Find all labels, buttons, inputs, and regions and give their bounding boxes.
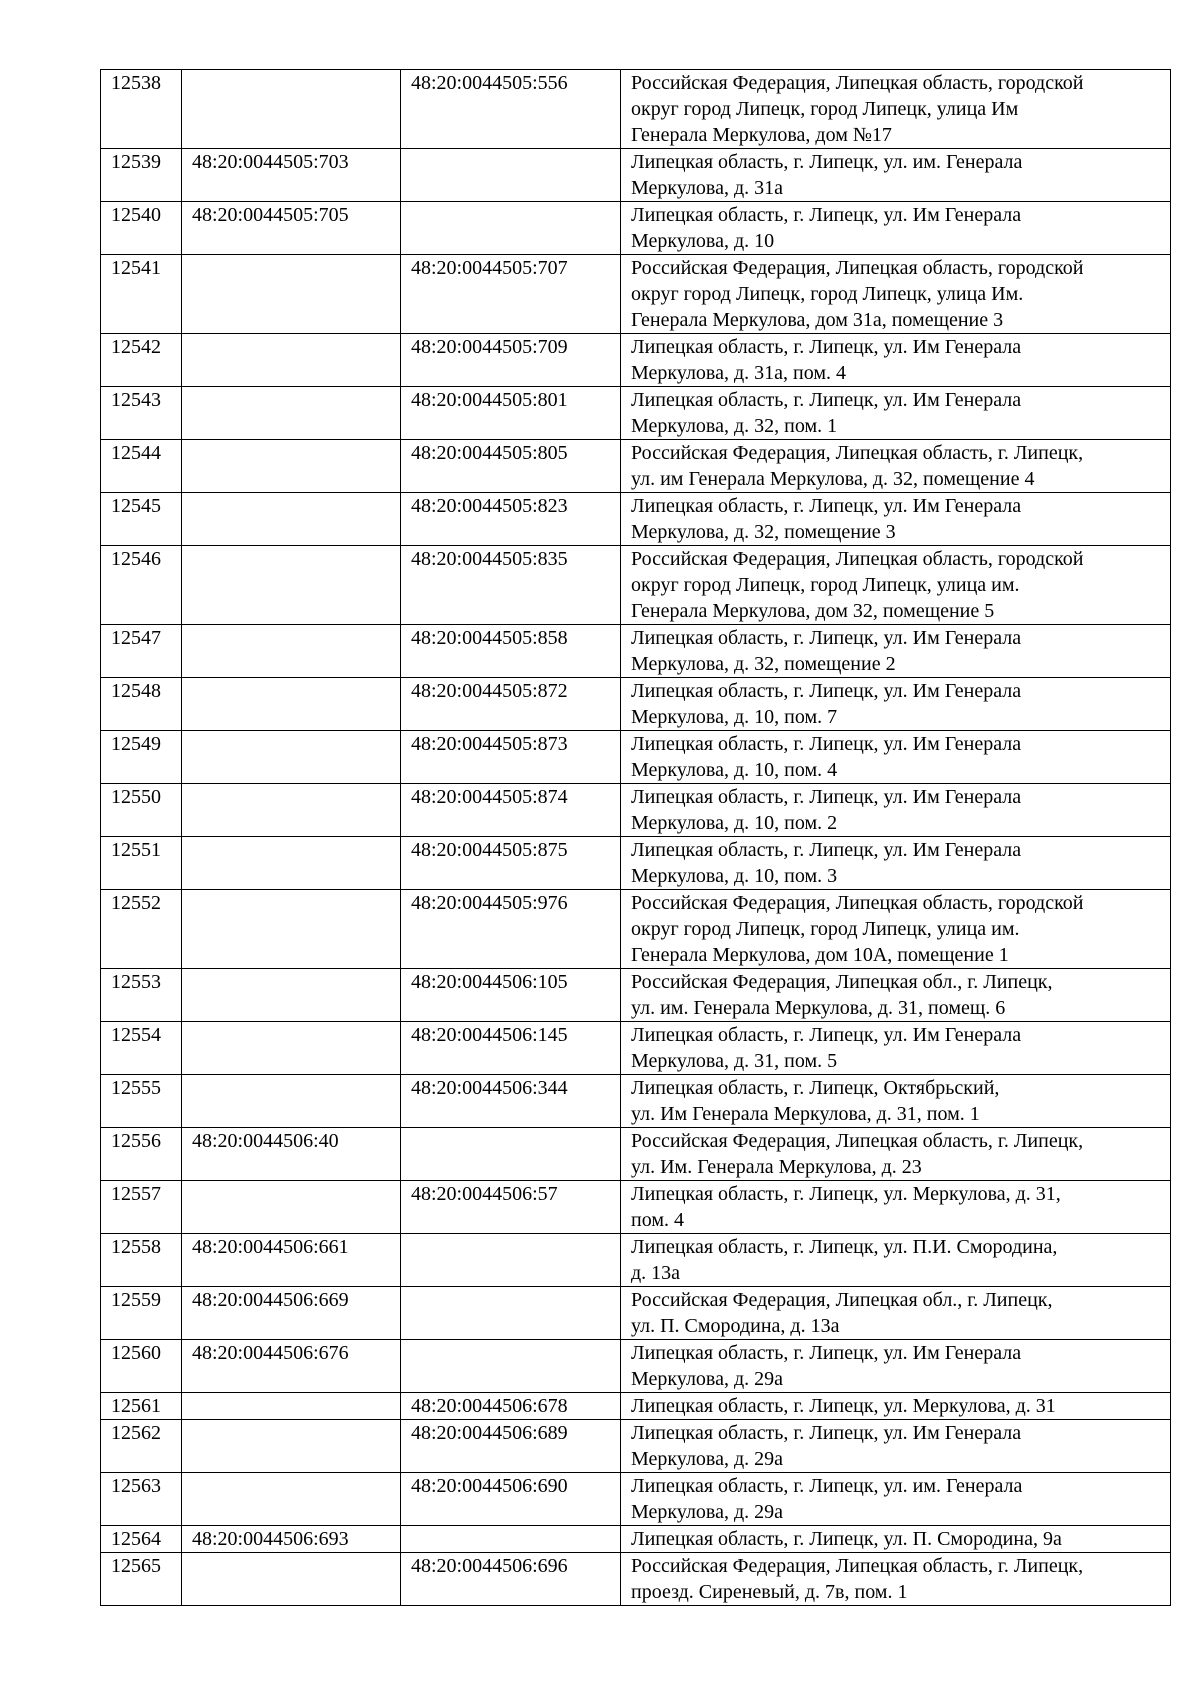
row-number-cell: 12556 [101,1128,182,1181]
row-number-cell: 12546 [101,546,182,625]
row-number-cell: 12548 [101,678,182,731]
address-cell: Российская Федерация, Липецкая область, городской округ город Липецк, город Липецк, улица Им Генерала Меркулова, дом №17 [621,70,1171,149]
object-cadastral-number-cell: 48:20:0044506:57 [401,1181,621,1234]
registry-table [100,69,1171,1606]
table-row [101,493,1171,546]
table-row [101,625,1171,678]
address-cell: Липецкая область, г. Липецк, ул. Им Генерала Меркулова, д. 10 [621,202,1171,255]
object-cadastral-number-cell: 48:20:0044506:105 [401,969,621,1022]
cadastral-number-cell: 48:20:0044506:40 [182,1128,401,1181]
table-row [101,440,1171,493]
row-number-cell: 12551 [101,837,182,890]
row-number-cell: 12538 [101,70,182,149]
object-cadastral-number-cell [401,1287,621,1340]
row-number-cell: 12539 [101,149,182,202]
document-page [100,69,1170,1606]
row-number-cell: 12558 [101,1234,182,1287]
address-cell: Липецкая область, г. Липецк, ул. Им Генерала Меркулова, д. 32, помещение 2 [621,625,1171,678]
table-row [101,149,1171,202]
object-cadastral-number-cell [401,1526,621,1553]
object-cadastral-number-cell: 48:20:0044505:823 [401,493,621,546]
table-row [101,1473,1171,1526]
address-cell: Липецкая область, г. Липецк, ул. Им Генерала Меркулова, д. 10, пом. 2 [621,784,1171,837]
table-row [101,1420,1171,1473]
address-cell: Липецкая область, г. Липецк, ул. Им Генерала Меркулова, д. 10, пом. 3 [621,837,1171,890]
cadastral-number-cell [182,1181,401,1234]
cadastral-number-cell [182,837,401,890]
table-row [101,969,1171,1022]
object-cadastral-number-cell: 48:20:0044506:678 [401,1393,621,1420]
address-cell: Российская Федерация, Липецкая область, городской округ город Липецк, город Липецк, улица им. Генерала Меркулова, дом 10А, помещение 1 [621,890,1171,969]
table-row [101,837,1171,890]
cadastral-number-cell [182,440,401,493]
object-cadastral-number-cell: 48:20:0044505:709 [401,334,621,387]
object-cadastral-number-cell: 48:20:0044506:696 [401,1553,621,1606]
address-cell: Российская Федерация, Липецкая область, г. Липецк, ул. Им. Генерала Меркулова, д. 23 [621,1128,1171,1181]
table-row [101,731,1171,784]
cadastral-number-cell [182,1075,401,1128]
cadastral-number-cell [182,334,401,387]
row-number-cell: 12562 [101,1420,182,1473]
object-cadastral-number-cell: 48:20:0044506:145 [401,1022,621,1075]
address-cell: Российская Федерация, Липецкая обл., г. Липецк, ул. им. Генерала Меркулова, д. 31, помещ. 6 [621,969,1171,1022]
row-number-cell: 12552 [101,890,182,969]
table-row [101,1181,1171,1234]
row-number-cell: 12557 [101,1181,182,1234]
address-cell: Российская Федерация, Липецкая обл., г. Липецк, ул. П. Смородина, д. 13а [621,1287,1171,1340]
address-cell: Липецкая область, г. Липецк, ул. Им Генерала Меркулова, д. 29а [621,1340,1171,1393]
address-cell: Липецкая область, г. Липецк, ул. П.И. Смородина, д. 13а [621,1234,1171,1287]
table-row [101,334,1171,387]
object-cadastral-number-cell: 48:20:0044505:872 [401,678,621,731]
address-cell: Липецкая область, г. Липецк, ул. Им Генерала Меркулова, д. 31а, пом. 4 [621,334,1171,387]
cadastral-number-cell [182,255,401,334]
object-cadastral-number-cell: 48:20:0044506:690 [401,1473,621,1526]
table-row [101,1022,1171,1075]
address-cell: Липецкая область, г. Липецк, ул. Им Генерала Меркулова, д. 32, помещение 3 [621,493,1171,546]
table-row [101,1526,1171,1553]
address-cell: Липецкая область, г. Липецк, ул. Меркулова, д. 31 [621,1393,1171,1420]
table-row [101,1340,1171,1393]
row-number-cell: 12553 [101,969,182,1022]
table-row [101,1234,1171,1287]
table-row [101,890,1171,969]
address-cell: Липецкая область, г. Липецк, ул. П. Смородина, 9а [621,1526,1171,1553]
address-cell: Российская Федерация, Липецкая область, г. Липецк, проезд. Сиреневый, д. 7в, пом. 1 [621,1553,1171,1606]
object-cadastral-number-cell: 48:20:0044505:873 [401,731,621,784]
address-cell: Липецкая область, г. Липецк, ул. Им Генерала Меркулова, д. 31, пом. 5 [621,1022,1171,1075]
row-number-cell: 12550 [101,784,182,837]
table-row [101,1393,1171,1420]
row-number-cell: 12560 [101,1340,182,1393]
object-cadastral-number-cell [401,1340,621,1393]
cadastral-number-cell [182,678,401,731]
object-cadastral-number-cell: 48:20:0044505:874 [401,784,621,837]
cadastral-number-cell [182,387,401,440]
cadastral-number-cell: 48:20:0044505:705 [182,202,401,255]
row-number-cell: 12540 [101,202,182,255]
address-cell: Липецкая область, г. Липецк, ул. им. Генерала Меркулова, д. 31а [621,149,1171,202]
row-number-cell: 12564 [101,1526,182,1553]
row-number-cell: 12549 [101,731,182,784]
row-number-cell: 12554 [101,1022,182,1075]
cadastral-number-cell: 48:20:0044506:661 [182,1234,401,1287]
cadastral-number-cell [182,493,401,546]
row-number-cell: 12544 [101,440,182,493]
address-cell: Липецкая область, г. Липецк, ул. Им Генерала Меркулова, д. 10, пом. 7 [621,678,1171,731]
object-cadastral-number-cell: 48:20:0044505:707 [401,255,621,334]
object-cadastral-number-cell [401,149,621,202]
cadastral-number-cell: 48:20:0044506:676 [182,1340,401,1393]
row-number-cell: 12547 [101,625,182,678]
row-number-cell: 12542 [101,334,182,387]
row-number-cell: 12559 [101,1287,182,1340]
cadastral-number-cell [182,890,401,969]
cadastral-number-cell: 48:20:0044505:703 [182,149,401,202]
row-number-cell: 12541 [101,255,182,334]
object-cadastral-number-cell: 48:20:0044506:344 [401,1075,621,1128]
table-row [101,1287,1171,1340]
object-cadastral-number-cell: 48:20:0044505:976 [401,890,621,969]
address-cell: Липецкая область, г. Липецк, ул. Им Генерала Меркулова, д. 10, пом. 4 [621,731,1171,784]
address-cell: Липецкая область, г. Липецк, ул. Им Генерала Меркулова, д. 32, пом. 1 [621,387,1171,440]
registry-table-body [101,70,1171,1606]
cadastral-number-cell [182,1553,401,1606]
row-number-cell: 12565 [101,1553,182,1606]
table-row [101,784,1171,837]
object-cadastral-number-cell [401,202,621,255]
table-row [101,1128,1171,1181]
cadastral-number-cell: 48:20:0044506:669 [182,1287,401,1340]
table-row [101,1553,1171,1606]
address-cell: Российская Федерация, Липецкая область, городской округ город Липецк, город Липецк, улица им. Генерала Меркулова, дом 32, помещение 5 [621,546,1171,625]
cadastral-number-cell [182,731,401,784]
object-cadastral-number-cell: 48:20:0044506:689 [401,1420,621,1473]
address-cell: Российская Федерация, Липецкая область, г. Липецк, ул. им Генерала Меркулова, д. 32, помещение 4 [621,440,1171,493]
cadastral-number-cell [182,784,401,837]
table-row [101,255,1171,334]
address-cell: Липецкая область, г. Липецк, Октябрьский, ул. Им Генерала Меркулова, д. 31, пом. 1 [621,1075,1171,1128]
table-row [101,678,1171,731]
row-number-cell: 12543 [101,387,182,440]
address-cell: Российская Федерация, Липецкая область, городской округ город Липецк, город Липецк, улица Им. Генерала Меркулова, дом 31а, помещение 3 [621,255,1171,334]
table-row [101,546,1171,625]
cadastral-number-cell [182,1420,401,1473]
object-cadastral-number-cell [401,1128,621,1181]
table-row [101,1075,1171,1128]
cadastral-number-cell [182,1022,401,1075]
row-number-cell: 12545 [101,493,182,546]
object-cadastral-number-cell [401,1234,621,1287]
row-number-cell: 12555 [101,1075,182,1128]
cadastral-number-cell [182,70,401,149]
object-cadastral-number-cell: 48:20:0044505:805 [401,440,621,493]
cadastral-number-cell [182,625,401,678]
table-row [101,202,1171,255]
object-cadastral-number-cell: 48:20:0044505:875 [401,837,621,890]
table-row [101,387,1171,440]
object-cadastral-number-cell: 48:20:0044505:835 [401,546,621,625]
row-number-cell: 12563 [101,1473,182,1526]
cadastral-number-cell [182,1473,401,1526]
cadastral-number-cell [182,546,401,625]
row-number-cell: 12561 [101,1393,182,1420]
object-cadastral-number-cell: 48:20:0044505:556 [401,70,621,149]
address-cell: Липецкая область, г. Липецк, ул. Им Генерала Меркулова, д. 29а [621,1420,1171,1473]
address-cell: Липецкая область, г. Липецк, ул. Меркулова, д. 31, пом. 4 [621,1181,1171,1234]
table-row [101,70,1171,149]
cadastral-number-cell [182,969,401,1022]
cadastral-number-cell [182,1393,401,1420]
object-cadastral-number-cell: 48:20:0044505:858 [401,625,621,678]
object-cadastral-number-cell: 48:20:0044505:801 [401,387,621,440]
address-cell: Липецкая область, г. Липецк, ул. им. Генерала Меркулова, д. 29а [621,1473,1171,1526]
cadastral-number-cell: 48:20:0044506:693 [182,1526,401,1553]
